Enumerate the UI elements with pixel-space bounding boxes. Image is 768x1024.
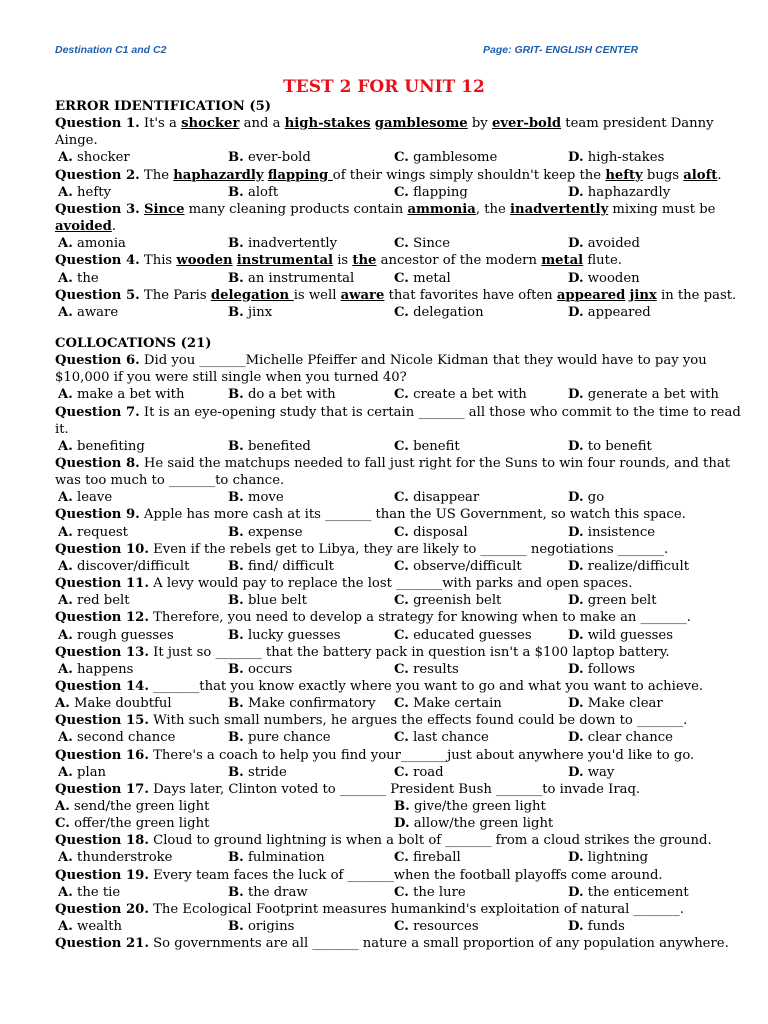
option-a: A. red belt	[58, 593, 130, 609]
option-a: A. leave	[58, 490, 113, 506]
option-c: C. delegation	[394, 304, 484, 320]
option-b: B. give/the green light	[394, 799, 546, 814]
question-21: Question 21. So governments are all _______ nature a small proportion of any population anywhere.	[55, 936, 729, 952]
option-b: B. find/ difficult	[228, 558, 334, 574]
option-d: D. allow/the green light	[394, 816, 554, 832]
option-a: A. the tie	[58, 884, 121, 900]
option-d: D. high-stakes	[568, 150, 665, 166]
header-right: Page: GRIT- ENGLISH CENTER	[483, 44, 639, 56]
question-6-line-2: $10,000 if you were still single when you turned 40?	[55, 370, 407, 386]
option-c: C. disposal	[394, 524, 468, 540]
question-7: Question 7. It is an eye-opening study that is certain _______ all those who commit to the time to read	[55, 404, 741, 420]
option-d: D. go	[568, 490, 605, 506]
question-3-options	[55, 235, 718, 252]
question-2: Question 2. The haphazardly flapping of their wings simply shouldn't keep the hefty bugs aloft.	[55, 167, 722, 183]
option-c: C. create a bet with	[394, 387, 527, 403]
option-b: B. Make confirmatory	[228, 696, 376, 712]
option-a: A. benefiting	[58, 438, 145, 454]
question-2-options	[55, 184, 718, 201]
option-c: C. flapping	[394, 184, 468, 200]
option-c: C. gamblesome	[394, 150, 498, 166]
question-20: Question 20. The Ecological Footprint measures humankind's exploitation of natural _______.	[55, 901, 684, 917]
option-a: A. aware	[58, 304, 119, 320]
option-c: C. the lure	[394, 884, 466, 900]
question-3: Question 3. Since many cleaning products contain ammonia, the inadvertently mixing must be	[55, 201, 716, 217]
option-c: C. offer/the green light	[55, 816, 210, 832]
option-b: B. jinx	[228, 304, 273, 320]
question-13-options	[55, 661, 718, 678]
option-d: D. funds	[568, 919, 625, 935]
option-c: C. educated guesses	[394, 627, 532, 643]
option-b: B. origins	[228, 919, 295, 935]
option-c: C. fireball	[394, 850, 461, 866]
option-b: B. the draw	[228, 884, 308, 900]
option-a: A. shocker	[58, 150, 130, 166]
option-a: A. request	[58, 524, 128, 540]
option-b: B. pure chance	[228, 730, 331, 746]
question-9: Question 9. Apple has more cash at its _______ than the US Government, so watch this space.	[55, 507, 686, 523]
page-title: TEST 2 FOR UNIT 12	[283, 77, 485, 97]
option-c: C. disappear	[394, 490, 480, 506]
question-4: Question 4. This wooden instrumental is the ancestor of the modern metal flute.	[55, 253, 622, 269]
option-a: A. amonia	[58, 236, 126, 252]
question-7-line-2: it.	[55, 421, 69, 437]
option-d: D. insistence	[568, 524, 656, 540]
option-a: A. make a bet with	[58, 387, 185, 403]
option-d: D. the enticement	[568, 884, 689, 900]
option-a: A. Make doubtful	[55, 696, 172, 712]
question-1-options	[55, 149, 718, 166]
option-b: B. do a bet with	[228, 387, 336, 403]
option-b: B. fulmination	[228, 850, 325, 866]
page-header	[55, 44, 716, 60]
question-7-options	[55, 438, 718, 455]
question-12-options	[55, 627, 718, 644]
option-b: B. blue belt	[228, 593, 307, 609]
option-b: B. aloft	[228, 184, 279, 200]
question-9-options	[55, 524, 718, 541]
question-17-options-row-2	[55, 815, 718, 832]
option-d: D. avoided	[568, 236, 640, 252]
question-11: Question 11. A levy would pay to replace the lost _______with parks and open spaces.	[55, 576, 633, 592]
option-c: C. Make certain	[394, 696, 502, 712]
question-18-options	[55, 849, 718, 866]
option-d: D. follows	[568, 661, 636, 677]
question-13: Question 13. It just so _______ that the battery pack in question isn't a $100 laptop battery.	[55, 644, 670, 660]
option-d: D. wild guesses	[568, 627, 673, 643]
option-a: A. hefty	[58, 184, 111, 200]
option-b: B. benefited	[228, 438, 311, 454]
option-c: C. road	[394, 764, 444, 780]
question-19-options	[55, 884, 718, 901]
question-body	[55, 98, 741, 952]
option-d: D. lightning	[568, 850, 649, 866]
question-1-line-2: Ainge.	[55, 133, 98, 149]
option-b: B. an instrumental	[228, 270, 355, 286]
option-a: A. wealth	[58, 919, 122, 935]
question-5: Question 5. The Paris delegation is well aware that favorites have often appeared jinx in the past.	[55, 287, 737, 303]
question-16: Question 16. There's a coach to help you find your_______just about anywhere you'd like to go.	[55, 747, 695, 763]
option-d: D. green belt	[568, 593, 657, 609]
option-c: C. results	[394, 661, 459, 677]
option-c: C. resources	[394, 919, 479, 935]
option-d: D. haphazardly	[568, 184, 671, 200]
option-c: C. observe/difficult	[394, 558, 522, 574]
option-c: C. greenish belt	[394, 593, 502, 609]
option-d: D. way	[568, 764, 615, 780]
question-17: Question 17. Days later, Clinton voted to _______ President Bush _______to invade Iraq.	[55, 781, 641, 797]
question-15: Question 15. With such small numbers, he argues the effects found could be down to _______.	[55, 713, 688, 729]
option-b: B. lucky guesses	[228, 627, 341, 643]
option-b: B. inadvertently	[228, 236, 338, 252]
question-19: Question 19. Every team faces the luck of _______when the football playoffs come around.	[55, 867, 663, 883]
option-a: A. plan	[58, 764, 107, 780]
option-b: B. move	[228, 490, 284, 506]
question-20-options	[55, 918, 718, 935]
option-c: C. Since	[394, 236, 450, 252]
option-b: B. ever-bold	[228, 150, 311, 166]
question-8-line-2: was too much to _______to chance.	[55, 473, 285, 489]
question-3-line-2: avoided.	[55, 219, 117, 235]
option-d: D. to benefit	[568, 438, 652, 454]
question-6: Question 6. Did you _______Michelle Pfeiffer and Nicole Kidman that they would have to pay you	[55, 353, 707, 369]
option-d: D. wooden	[568, 270, 640, 286]
question-14-options	[55, 695, 718, 712]
option-a: A. happens	[58, 661, 134, 677]
question-16-options	[55, 764, 718, 781]
question-8: Question 8. He said the matchups needed to fall just right for the Suns to win four rounds, and that	[55, 456, 730, 472]
question-10-options	[55, 558, 718, 575]
option-c: C. last chance	[394, 730, 489, 746]
option-a: A. thunderstroke	[58, 850, 173, 866]
section-gap	[55, 321, 718, 335]
question-1: Question 1. It's a shocker and a high-stakes gamblesome by ever-bold team president Danny	[55, 116, 714, 132]
option-c: C. metal	[394, 270, 451, 286]
option-b: B. occurs	[228, 661, 293, 677]
option-a: A. send/the green light	[55, 799, 210, 814]
option-a: A. rough guesses	[58, 627, 174, 643]
question-17-options-row-1	[55, 798, 718, 815]
question-10: Question 10. Even if the rebels get to Libya, they are likely to _______ negotiations _______.	[55, 541, 669, 557]
option-a: A. second chance	[58, 730, 176, 746]
option-d: D. generate a bet with	[568, 387, 719, 403]
question-5-options	[55, 304, 718, 321]
option-a: A. discover/difficult	[58, 558, 190, 574]
question-4-options	[55, 270, 718, 287]
option-d: D. appeared	[568, 304, 651, 320]
question-8-options	[55, 489, 718, 506]
question-14: Question 14. _______that you know exactly where you want to go and what you want to achieve.	[55, 678, 704, 694]
header-left: Destination C1 and C2	[55, 44, 167, 56]
option-b: B. expense	[228, 524, 303, 540]
question-15-options	[55, 729, 718, 746]
option-c: C. benefit	[394, 438, 460, 454]
question-6-options	[55, 386, 718, 403]
section-heading-collocations: COLLOCATIONS (21)	[55, 335, 212, 351]
option-d: D. Make clear	[568, 696, 663, 712]
option-d: D. clear chance	[568, 730, 673, 746]
question-11-options	[55, 592, 718, 609]
option-d: D. realize/difficult	[568, 558, 690, 574]
section-heading-error-identification: ERROR IDENTIFICATION (5)	[55, 99, 272, 114]
option-b: B. stride	[228, 764, 287, 780]
question-18: Question 18. Cloud to ground lightning is when a bolt of _______ from a cloud strikes the ground.	[55, 833, 712, 849]
question-12: Question 12. Therefore, you need to develop a strategy for knowing when to make an _______.	[55, 610, 691, 626]
option-a: A. the	[58, 270, 99, 286]
